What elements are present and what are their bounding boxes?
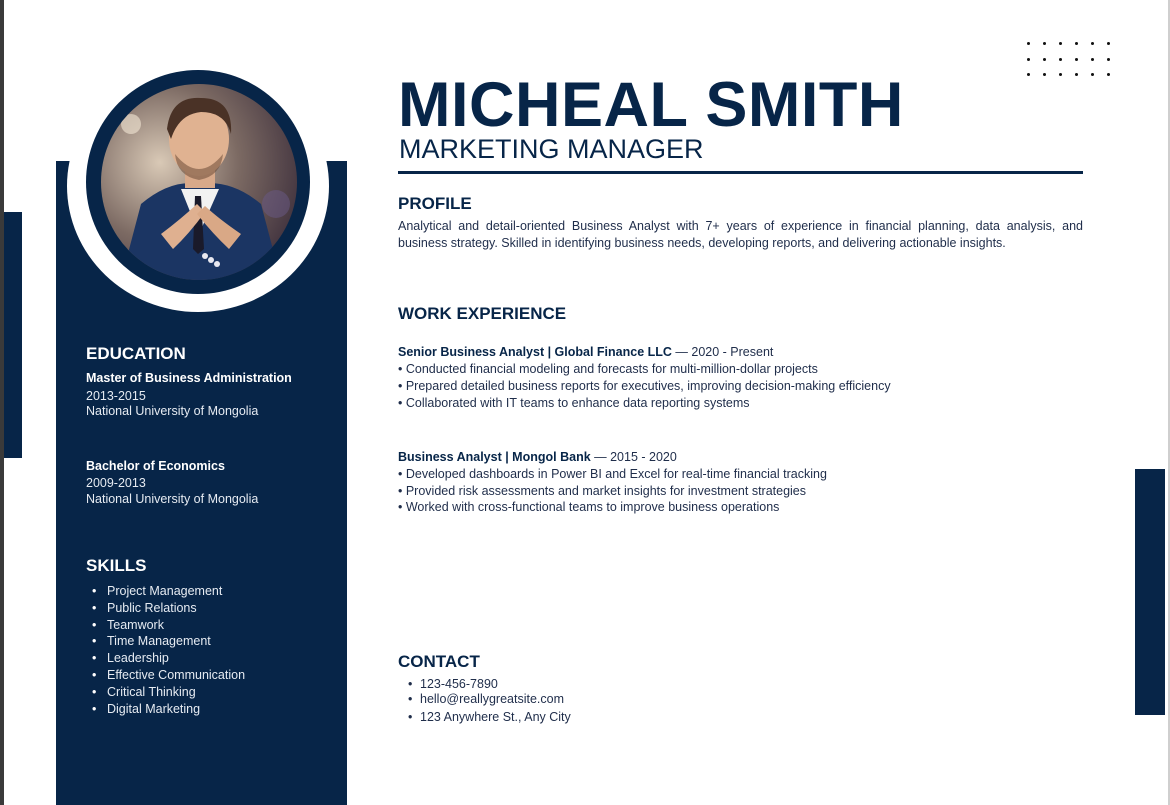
- job-2-header: [398, 450, 677, 464]
- job-2-bullet: • Provided risk assessments and market insights for investment strategies: [398, 484, 807, 498]
- candidate-role: MARKETING MANAGER: [399, 134, 704, 164]
- dot-grid-dot: [1027, 73, 1030, 76]
- job-2-title: Business Analyst | Mongol Bank: [398, 450, 591, 464]
- contact-heading: CONTACT: [398, 652, 480, 671]
- job-1-dates: — 2020 - Present: [671, 345, 774, 359]
- accent-bar-left: [4, 212, 22, 458]
- skill-item: • Project Management: [92, 583, 245, 600]
- skill-item: • Teamwork: [92, 617, 245, 634]
- skills-heading: SKILLS: [86, 556, 147, 575]
- contact-email: • hello@reallygreatsite.com: [408, 692, 564, 706]
- skill-item: • Critical Thinking: [92, 684, 245, 701]
- dot-grid-dot: [1059, 73, 1062, 76]
- dot-grid-dot: [1059, 58, 1062, 61]
- dot-grid-dot: [1107, 58, 1110, 61]
- contact-address: • 123 Anywhere St., Any City: [408, 710, 571, 724]
- header-divider: [398, 171, 1083, 174]
- job-1-title: Senior Business Analyst | Global Finance LLC: [398, 345, 672, 359]
- job-1-bullet: • Collaborated with IT teams to enhance data reporting systems: [398, 396, 750, 410]
- profile-photo: [101, 84, 297, 280]
- profile-text: Analytical and detail-oriented Business Analyst with 7+ years of experience in financial planning, data analysis, and business strategy. Skilled in identifying business needs, developing reports, and delivering actionable insights.: [398, 219, 1083, 250]
- dot-grid-dot: [1027, 58, 1030, 61]
- candidate-name: MICHEAL SMITH: [398, 70, 904, 140]
- dot-grid-dot: [1091, 58, 1094, 61]
- skill-item: • Effective Communication: [92, 667, 245, 684]
- education-degree-1: Master of Business Administration: [86, 371, 292, 385]
- education-school-1: National University of Mongolia: [86, 404, 259, 418]
- education-years-1: 2013-2015: [86, 389, 146, 403]
- skills-list: [92, 583, 245, 717]
- dot-grid-dot: [1091, 42, 1094, 45]
- dot-grid-dot: [1107, 73, 1110, 76]
- accent-bar-right: [1135, 469, 1165, 715]
- job-1-bullet: • Conducted financial modeling and forecasts for multi-million-dollar projects: [398, 362, 818, 376]
- contact-phone: • 123-456-7890: [408, 677, 498, 691]
- skill-item: • Time Management: [92, 633, 245, 650]
- dot-grid-dot: [1091, 73, 1094, 76]
- job-2-bullet: • Developed dashboards in Power BI and Excel for real-time financial tracking: [398, 467, 827, 481]
- education-years-2: 2009-2013: [86, 476, 146, 490]
- dot-grid-dot: [1043, 42, 1046, 45]
- dot-grid-dot: [1075, 58, 1078, 61]
- job-2-bullet: • Worked with cross-functional teams to improve business operations: [398, 500, 780, 514]
- dot-grid-dot: [1075, 42, 1078, 45]
- dot-grid-dot: [1043, 73, 1046, 76]
- dot-grid-dot: [1027, 42, 1030, 45]
- education-degree-2: Bachelor of Economics: [86, 459, 225, 473]
- education-school-2: National University of Mongolia: [86, 492, 259, 506]
- profile-heading: PROFILE: [398, 194, 472, 213]
- education-heading: EDUCATION: [86, 344, 186, 363]
- dot-grid-dot: [1107, 42, 1110, 45]
- dot-grid-dot: [1075, 73, 1078, 76]
- job-1-header: [398, 345, 773, 359]
- job-2-dates: — 2015 - 2020: [590, 450, 677, 464]
- dot-grid-dot: [1043, 58, 1046, 61]
- skill-item: • Public Relations: [92, 600, 245, 617]
- skill-item: • Digital Marketing: [92, 701, 245, 718]
- dot-grid-icon: [1027, 39, 1111, 79]
- job-1-bullet: • Prepared detailed business reports for executives, improving decision-making efficiency: [398, 379, 891, 393]
- skill-item: • Leadership: [92, 650, 245, 667]
- experience-heading: WORK EXPERIENCE: [398, 304, 567, 323]
- dot-grid-dot: [1059, 42, 1062, 45]
